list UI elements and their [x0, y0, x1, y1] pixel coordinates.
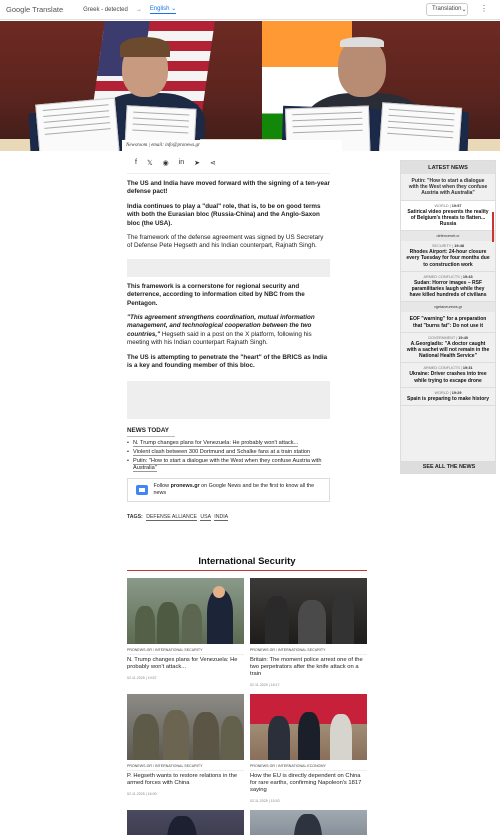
- target-language[interactable]: [150, 5, 176, 14]
- article-quote-attribution: Hegseth said in a post on the X platform, following his meeting with his Indian counterpart Rajnath Singh.: [127, 330, 312, 347]
- article-lead: The US and India have moved forward with the signing of a ten-year defense pact!: [127, 180, 330, 196]
- x-icon[interactable]: 𝕏: [146, 159, 153, 167]
- translate-toolbar: [0, 0, 500, 20]
- international-security-section: [127, 556, 367, 571]
- ad-slot: [127, 259, 330, 277]
- linkedin-icon[interactable]: in: [178, 159, 185, 166]
- latest-news-item-title: EOF "warning" for a preparation that "burns fat": Do not use it: [409, 316, 487, 329]
- hero-image: [0, 21, 500, 151]
- person-left-hair: [120, 37, 170, 57]
- article-category[interactable]: PRONEWS.GR / INTERNATIONAL SECURITY: [250, 648, 367, 655]
- article-thumbnail[interactable]: [250, 694, 367, 760]
- latest-news-item[interactable]: [401, 241, 495, 272]
- article-paragraph: India continues to play a "dual" role, that is, to be on good terms with both the Eurasian bloc (Russia-China) and the Anglo-Saxon bloc (the USA).: [127, 202, 321, 227]
- source-label[interactable]: defencenet.cr: [401, 231, 495, 241]
- tag-link[interactable]: INDIA: [214, 514, 229, 521]
- article-card[interactable]: [250, 578, 367, 694]
- article-date: 02.11.2025 | 16:00: [127, 792, 157, 796]
- news-today-item[interactable]: [127, 458, 330, 472]
- see-all-news-button[interactable]: SEE ALL THE NEWS: [401, 461, 496, 473]
- article-column: [127, 152, 330, 520]
- source-label[interactable]: vgetaneurews.gr: [401, 302, 495, 312]
- article-category[interactable]: PRONEWS.GR / INTERNATIONAL SECURITY: [127, 764, 244, 771]
- latest-news-item[interactable]: [401, 333, 495, 364]
- news-today-item[interactable]: [127, 440, 330, 447]
- google-news-icon: [136, 485, 148, 495]
- article-date: 02.11.2025 | 18:17: [250, 683, 280, 687]
- latest-news-item[interactable]: [401, 363, 495, 387]
- latest-news-item-meta: ARMED CONFLICTS | 19:31: [423, 366, 473, 371]
- news-today-item-link[interactable]: N. Trump changes plans for Venezuela: He probably won't attack...: [133, 439, 299, 446]
- tag-link[interactable]: DEFENSE ALLIANCE: [146, 514, 197, 521]
- latest-news-title: LATEST NEWS: [401, 161, 495, 174]
- translation-mode-select[interactable]: [426, 3, 468, 16]
- latest-news-item[interactable]: [401, 174, 495, 201]
- share-icon[interactable]: ⋖: [210, 159, 216, 167]
- article-date: 02.11.2025 | 19:57: [127, 676, 157, 680]
- article-thumbnail[interactable]: [250, 810, 367, 835]
- latest-news-item[interactable]: [401, 272, 495, 303]
- tags-label: TAGS:: [127, 514, 143, 521]
- article-body: [127, 180, 330, 419]
- article-title[interactable]: N. Trump changes plans for Venezuela: He probably won't attack...: [127, 657, 238, 670]
- google-news-text: [154, 483, 322, 497]
- article-category[interactable]: PRONEWS.GR / INTERNATIONAL SECURITY: [127, 648, 244, 655]
- news-today: [127, 427, 330, 473]
- article-card[interactable]: [127, 810, 244, 835]
- article-title[interactable]: How the EU is directly dependent on China for rare earths, confirming Napoleon's 1817 saying: [250, 773, 362, 793]
- translate-logo-text: Translate: [32, 5, 64, 14]
- meta-time: 19:43: [462, 274, 473, 279]
- news-today-item-link[interactable]: Putin: "How to start a dialogue with the West when they confuse Austria with Australia": [133, 457, 322, 472]
- meta-category: WORLD: [434, 390, 449, 395]
- article-card[interactable]: [250, 694, 367, 810]
- meta-category: GOVERNMENT: [428, 335, 456, 340]
- google-news-suffix: on Google News and be the first to know all the news: [153, 483, 315, 497]
- ad-slot: [127, 381, 330, 419]
- latest-news-item-meta: SECURITY | 19:48: [432, 244, 464, 249]
- source-language[interactable]: Greek - detected: [83, 6, 128, 13]
- article-grid: [127, 578, 367, 835]
- photo-credit: Newsroom | email: info@pronews.gr: [122, 140, 342, 151]
- meta-category: ARMED CONFLICTS: [423, 274, 460, 279]
- article-paragraph: This framework is a cornerstone for regional security and deterrence, according to information cited by NBC from the Pentagon.: [127, 282, 305, 307]
- section-title: International Security: [127, 556, 367, 571]
- article-card[interactable]: [127, 578, 244, 694]
- article-thumbnail[interactable]: [127, 578, 244, 644]
- latest-news-item-meta: WORLD | 19:57: [434, 203, 462, 208]
- chevron-down-icon: ⌄: [461, 7, 467, 13]
- translation-mode-label: Translation: [432, 6, 462, 12]
- meta-time: 19:57: [451, 203, 462, 208]
- google-logo-text: Google: [6, 5, 31, 14]
- person-right-hair: [340, 37, 384, 47]
- article-card[interactable]: [250, 810, 367, 835]
- target-language-label: English: [149, 6, 170, 12]
- latest-news-item[interactable]: [401, 388, 495, 406]
- latest-news-item-title: Satirical video presents the reality of Belgium's threats to flatten... Russia: [407, 208, 489, 228]
- latest-news-item-meta: GOVERNMENT | 19:40: [428, 335, 468, 340]
- article-paragraph: The framework of the defense agreement was signed by US Secretary of Defense Pete Hegseth and his Indian counterpart, Rajnath Singh.: [127, 234, 324, 250]
- article-title[interactable]: P. Hegseth wants to restore relations in the armed forces with China: [127, 773, 238, 786]
- chevron-down-icon: ⌄: [171, 6, 177, 12]
- latest-news-item[interactable]: [401, 201, 495, 232]
- telegram-icon[interactable]: ➤: [194, 159, 201, 167]
- article-paragraph: The US is attempting to penetrate the "heart" of the BRICS as India is a key and founding member of this bloc.: [127, 353, 328, 370]
- article-thumbnail[interactable]: [250, 578, 367, 644]
- news-today-item[interactable]: [127, 449, 330, 456]
- meta-category: ARMED CONFLICTS: [423, 366, 460, 371]
- more-options-icon[interactable]: ⋮: [480, 4, 488, 13]
- tags: [127, 514, 330, 520]
- google-news-site: pronews.gr: [170, 483, 200, 490]
- latest-news-item[interactable]: [401, 312, 495, 332]
- latest-news-item-title: Ukraine: Driver crashes into tree while trying to escape drone: [409, 371, 487, 384]
- scrollbar[interactable]: [492, 212, 494, 242]
- signed-document: [378, 102, 462, 151]
- meta-time: 19:40: [458, 335, 468, 340]
- article-thumbnail[interactable]: [127, 694, 244, 760]
- news-today-item-link[interactable]: Violent clash between 300 Dortmund and Schalke fans at a train station: [133, 448, 311, 455]
- meta-category: WORLD: [434, 203, 449, 208]
- latest-news-item-title: Rhodes Airport: 24-hour closure every Tuesday for four months due to construction work: [406, 249, 490, 268]
- article-paragraph: [127, 314, 330, 348]
- article-thumbnail[interactable]: [127, 810, 244, 835]
- latest-news-item-title: Sudan: Horror images – RSF paramilitaries laugh while they have killed hundreds of civilians: [409, 279, 487, 299]
- latest-news-item-title: Spain is preparing to make history: [407, 395, 489, 402]
- messenger-icon[interactable]: ◉: [162, 159, 169, 167]
- latest-news-sidebar: [400, 160, 496, 474]
- tag-link[interactable]: USA: [200, 514, 211, 521]
- article-card[interactable]: [127, 694, 244, 810]
- article-title[interactable]: Britain: The moment police arrest one of the two perpetrators after the knife attack on a train: [250, 657, 363, 677]
- article-category[interactable]: PRONEWS.GR / INTERNATIONAL ECONOMY: [250, 764, 367, 771]
- news-today-title: NEWS TODAY: [127, 427, 175, 437]
- person-right-head: [338, 39, 386, 97]
- share-bar: [127, 152, 330, 174]
- google-news-follow[interactable]: [127, 478, 330, 502]
- article-quote: "This agreement strengthens coordination, mutual information management, and technological cooperation between the two countries,": [127, 314, 315, 338]
- google-news-prefix: Follow: [153, 483, 171, 490]
- latest-news-item-meta: WORLD | 19:29: [434, 390, 462, 395]
- meta-time: 19:29: [451, 390, 462, 395]
- meta-time: 19:31: [462, 366, 473, 371]
- latest-news-item-title: Putin: "How to start a dialogue with the West when they confuse Austria with Australia": [408, 178, 488, 197]
- facebook-icon[interactable]: f: [135, 159, 137, 166]
- meta-category: SECURITY: [432, 244, 452, 249]
- latest-news-item-title: A.Georgiadis: "A doctor caught with a sachet will not remain in the National Health Service": [406, 340, 490, 360]
- arrow-icon: →: [135, 6, 142, 13]
- google-translate-logo[interactable]: [6, 5, 63, 14]
- latest-news-item-meta: ARMED CONFLICTS | 19:43: [423, 274, 473, 279]
- signed-document: [35, 98, 121, 151]
- article-date: 02.11.2025 | 15:53: [250, 799, 280, 803]
- meta-time: 19:48: [454, 244, 464, 249]
